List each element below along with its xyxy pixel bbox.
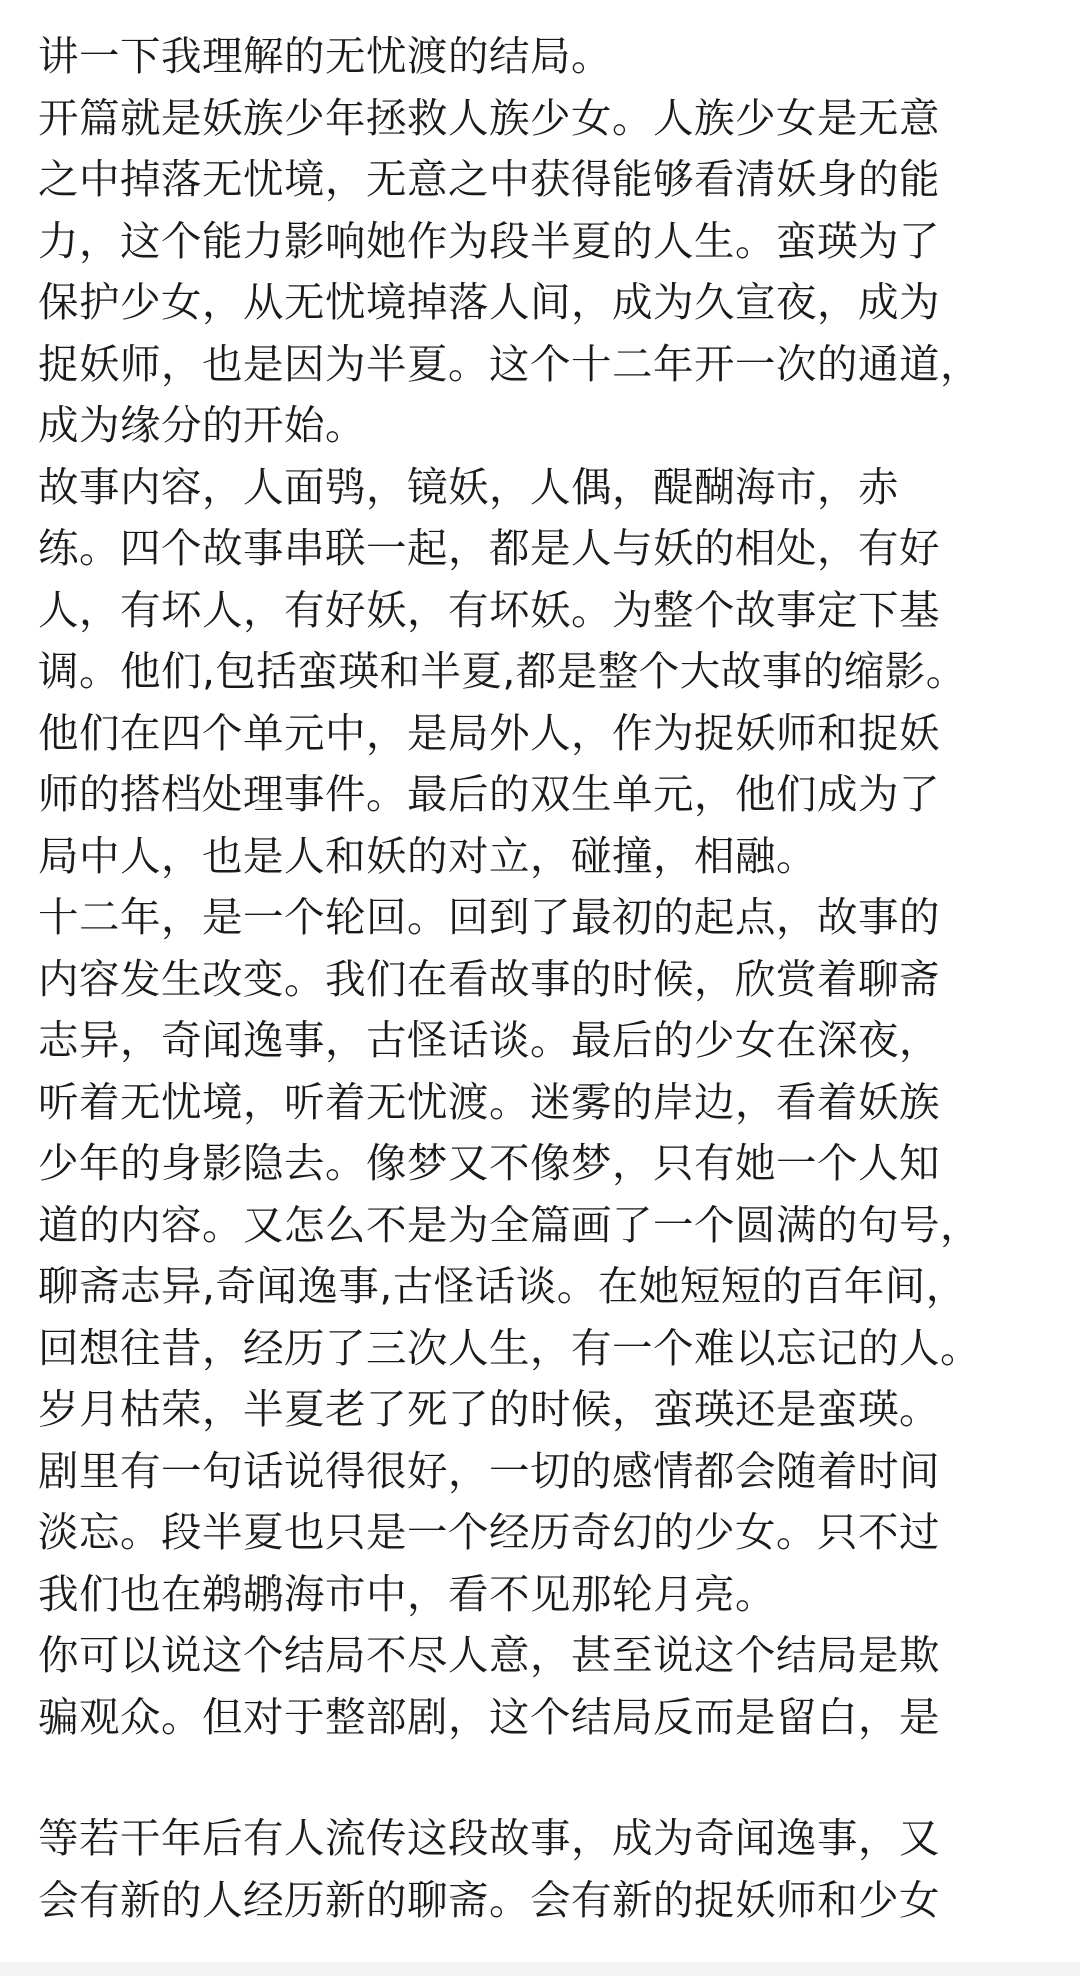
text-line: 之中掉落无忧境，无意之中获得能够看清妖身的能 <box>38 155 940 203</box>
text-line: 岁月枯荣，半夏老了死了的时候，蛮瑛还是蛮瑛。 <box>38 1385 940 1433</box>
text-line: 开篇就是妖族少年拯救人族少女。人族少女是无意 <box>38 93 940 142</box>
text-line: 人，有坏人，有好妖，有坏妖。为整个故事定下基 <box>38 585 940 634</box>
text-block-continuation <box>38 1808 1048 1931</box>
text-line: 聊斋志异,奇闻逸事,古怪话谈。在她短短的百年间， <box>38 1262 967 1310</box>
text-line: 我们也在鹈鹕海市中，看不见那轮月亮。 <box>38 1569 776 1618</box>
text-line: 他们在四个单元中，是局外人，作为捉妖师和捉妖 <box>38 708 940 757</box>
text-line: 十二年，是一个轮回。回到了最初的起点，故事的 <box>38 893 940 941</box>
text-line: 回想往昔，经历了三次人生，有一个难以忘记的人。 <box>38 1323 981 1372</box>
text-line: 淡忘。段半夏也只是一个经历奇幻的少女。只不过 <box>38 1508 940 1556</box>
text-line: 捉妖师，也是因为半夏。这个十二年开一次的通道， <box>38 339 981 388</box>
text-line: 听着无忧境，听着无忧渡。迷雾的岸边，看着妖族 <box>38 1077 940 1126</box>
text-line: 力，这个能力影响她作为段半夏的人生。蛮瑛为了 <box>38 216 940 265</box>
bottom-divider <box>0 1962 1080 1976</box>
text-line: 调。他们,包括蛮瑛和半夏,都是整个大故事的缩影。 <box>38 647 967 695</box>
text-line: 保护少女，从无忧境掉落人间，成为久宣夜，成为 <box>38 278 940 326</box>
text-line: 讲一下我理解的无忧渡的结局。 <box>38 32 612 80</box>
text-line: 会有新的人经历新的聊斋。会有新的捉妖师和少女 <box>38 1875 940 1924</box>
text-line: 故事内容，人面鸮，镜妖，人偶，醍醐海市，赤 <box>38 462 899 511</box>
text-line: 等若干年后有人流传这段故事，成为奇闻逸事，又 <box>38 1814 940 1862</box>
text-line: 少年的身影隐去。像梦又不像梦，只有她一个人知 <box>38 1139 940 1187</box>
text-line: 你可以说这个结局不尽人意，甚至说这个结局是欺 <box>38 1631 940 1679</box>
text-block-main <box>38 26 1048 1748</box>
text-line: 成为缘分的开始。 <box>38 401 366 449</box>
text-line: 练。四个故事串联一起，都是人与妖的相处，有好 <box>38 524 940 572</box>
text-line: 志异，奇闻逸事，古怪话谈。最后的少女在深夜， <box>38 1016 940 1064</box>
text-line: 师的搭档处理事件。最后的双生单元，他们成为了 <box>38 770 940 818</box>
text-line: 骗观众。但对于整部剧，这个结局反而是留白，是 <box>38 1692 940 1741</box>
text-line: 局中人，也是人和妖的对立，碰撞，相融。 <box>38 831 817 880</box>
text-line: 内容发生改变。我们在看故事的时候，欣赏着聊斋 <box>38 954 940 1003</box>
text-line: 道的内容。又怎么不是为全篇画了一个圆满的句号， <box>38 1200 981 1249</box>
text-line: 剧里有一句话说得很好，一切的感情都会随着时间 <box>38 1446 940 1495</box>
